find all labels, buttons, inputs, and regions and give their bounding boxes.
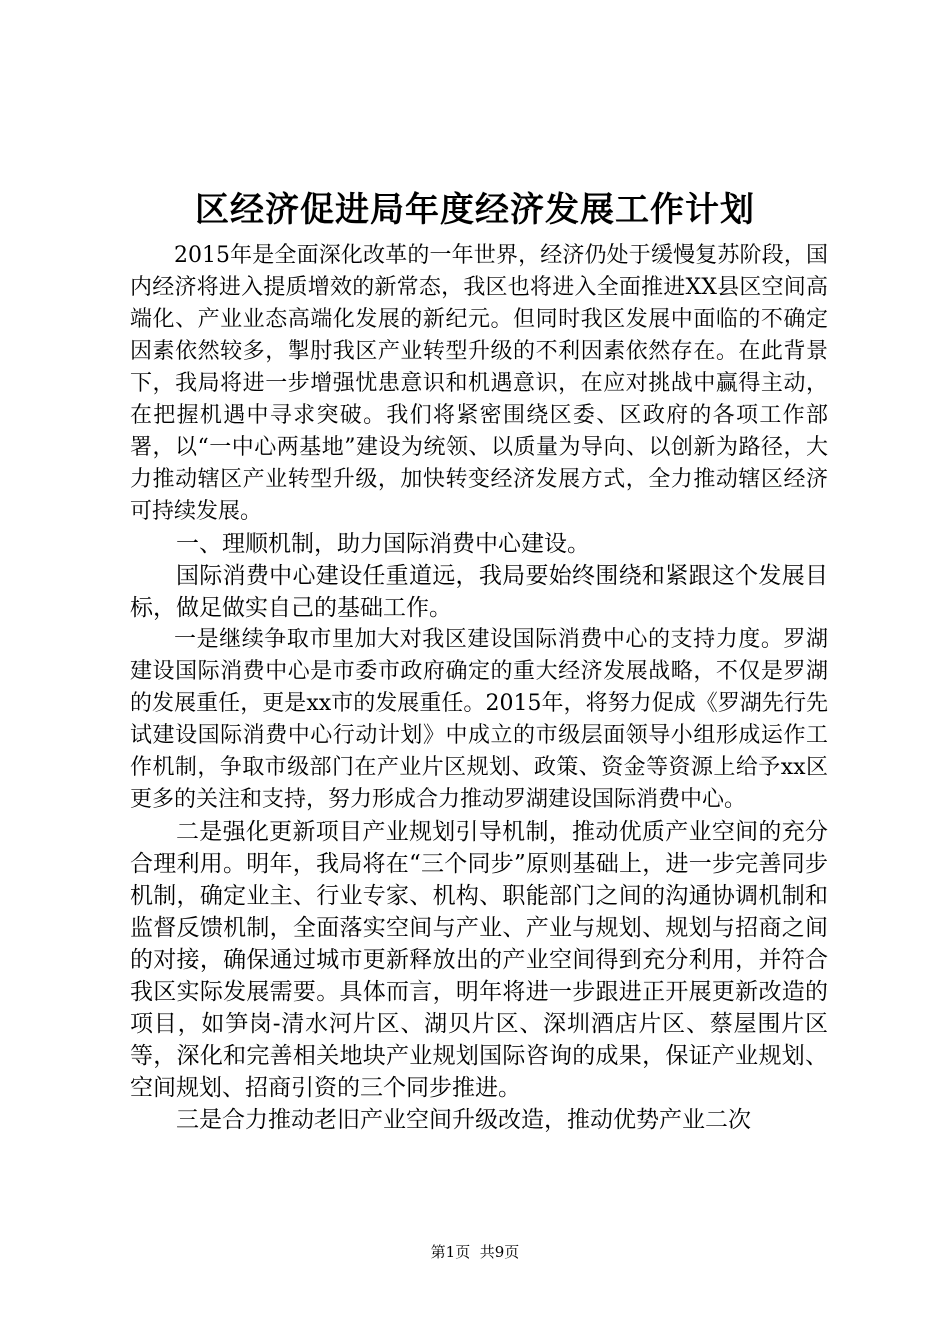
paragraph-intro: 2015年是全面深化改革的一年世界，经济仍处于缓慢复苏阶段，国内经济将进入提质增效的新常态，我区也将进入全面推进XX县区空间高端化、产业业态高端化发展的新纪元。但同时我区发展中面临的不确定因素依然较多，掣肘我区产业转型升级的不利因素依然存在。在此背景下，我局将进一步增强忧患意识和机遇意识，在应对挑战中赢得主动，在把握机遇中寻求突破。我们将紧密围绕区委、区政府的各项工作部署，以“一中心两基地”建设为统领、以质量为导向、以创新为路径，大力推动辖区产业转型升级，加快转变经济发展方式，全力推动辖区经济可持续发展。 [130,243,828,524]
paragraph-heading-1: 一、理顺机制，助力国际消费中心建设。 [176,531,590,557]
paragraph-item-1: 一是继续争取市里加大对我区建设国际消费中心的支持力度。罗湖建设国际消费中心是市委市政府确定的重大经济发展战略，不仅是罗湖的发展重任，更是xx市的发展重任。2015年，将努力促成《罗湖先行先试建设国际消费中心行动计划》中成立的市级层面领导小组形成运作工作机制，争取市级部门在产业片区规划、政策、资金等资源上给予xx区更多的关注和支持，努力形成合力推动罗湖建设国际消费中心。 [130,627,828,812]
page-number: 第1页 [430,1243,471,1261]
paragraph-goal: 国际消费中心建设任重道远，我局要始终围绕和紧跟这个发展目标，做足做实自己的基础工作。 [130,563,828,621]
document-body [130,240,828,1136]
paragraph-item-2: 二是强化更新项目产业规划引导机制，推动优质产业空间的充分合理利用。明年，我局将在“三个同步”原则基础上，进一步完善同步机制，确定业主、行业专家、机构、职能部门之间的沟通协调机制和监督反馈机制，全面落实空间与产业、产业与规划、规划与招商之间的对接，确保通过城市更新释放出的产业空间得到充分利用，并符合我区实际发展需要。具体而言，明年将进一步跟进正开展更新改造的项目，如笋岗-清水河片区、湖贝片区、深圳酒店片区、蔡屋围片区等，深化和完善相关地块产业规划国际咨询的成果，保证产业规划、空间规划、招商引资的三个同步推进。 [130,819,828,1101]
paragraph-item-3: 三是合力推动老旧产业空间升级改造，推动优势产业二次 [176,1107,751,1133]
page-total: 共9页 [479,1243,520,1261]
document-title: 区经济促进局年度经济发展工作计划 [195,190,755,230]
page-footer [0,1242,950,1262]
